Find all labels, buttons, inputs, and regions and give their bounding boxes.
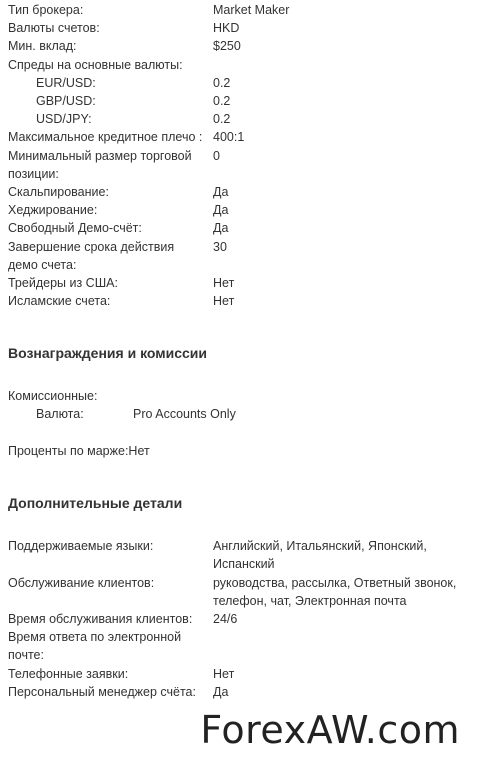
languages-value-line1: Английский, Итальянский, Японский, [213,539,427,553]
free-demo-label: Свободный Демо-счёт: [8,221,142,235]
spread-pair-usdjpy: USD/JPY: [36,112,92,126]
demo-expiry-label-line2: демо счета: [8,258,77,272]
account-currency-label: Валюты счетов: [8,21,100,35]
phone-orders-label: Телефонные заявки: [8,667,129,681]
support-value-line1: руководства, рассылка, Ответный звонок, [213,576,457,590]
islamic-accounts-value: Нет [213,294,235,308]
demo-expiry-label-line1: Завершение срока действия [8,240,175,254]
spread-pair-eurusd: EUR/USD: [36,76,96,90]
languages-label: Поддерживаемые языки: [8,539,154,553]
phone-orders-value: Нет [213,667,235,681]
account-manager-value: Да [213,685,229,699]
free-demo-value: Да [213,221,229,235]
details-heading: Дополнительные детали [8,495,183,511]
support-hours-label: Время обслуживания клиентов: [8,612,193,626]
spread-value-gbpusd: 0.2 [213,94,231,108]
demo-expiry-value: 30 [213,240,227,254]
hedging-value: Да [213,203,229,217]
spread-value-eurusd: 0.2 [213,76,231,90]
spread-pair-gbpusd: GBP/USD: [36,94,96,108]
broker-type-label: Тип брокера: [8,3,84,17]
account-manager-label: Персональный менеджер счёта: [8,685,196,699]
account-currency-value: HKD [213,21,240,35]
hedging-label: Хеджирование: [8,203,98,217]
commission-currency-value: Pro Accounts Only [133,407,236,421]
commissions-heading: Вознаграждения и комиссии [8,345,208,361]
min-position-value: 0 [213,149,220,163]
min-position-label-line2: позиции: [8,167,59,181]
scalping-label: Скальпирование: [8,185,109,199]
broker-type-value: Market Maker [213,3,290,17]
email-response-label-line1: Время ответа по электронной [8,630,182,644]
min-position-label-line1: Минимальный размер торговой [8,149,192,163]
us-traders-value: Нет [213,276,235,290]
us-traders-label: Трейдеры из США: [8,276,118,290]
spread-value-usdjpy: 0.2 [213,112,231,126]
email-response-label-line2: почте: [8,648,44,662]
islamic-accounts-label: Исламские счета: [8,294,111,308]
support-value-line2: телефон, чат, Электронная почта [213,594,407,608]
spreads-label: Спреды на основные валюты: [8,58,183,72]
support-label: Обслуживание клиентов: [8,576,155,590]
watermark-logo: ForexAW.com [200,708,460,752]
max-leverage-label: Максимальное кредитное плечо : [8,130,203,144]
support-hours-value: 24/6 [213,612,238,626]
commission-currency-label: Валюта: [36,407,84,421]
min-deposit-value: $250 [213,39,241,53]
min-deposit-label: Мин. вклад: [8,39,77,53]
commissions-label: Комиссионные: [8,389,98,403]
scalping-value: Да [213,185,229,199]
languages-value-line2: Испанский [213,557,275,571]
margin-interest-text: Проценты по марже:Нет [8,444,150,458]
max-leverage-value: 400:1 [213,130,245,144]
